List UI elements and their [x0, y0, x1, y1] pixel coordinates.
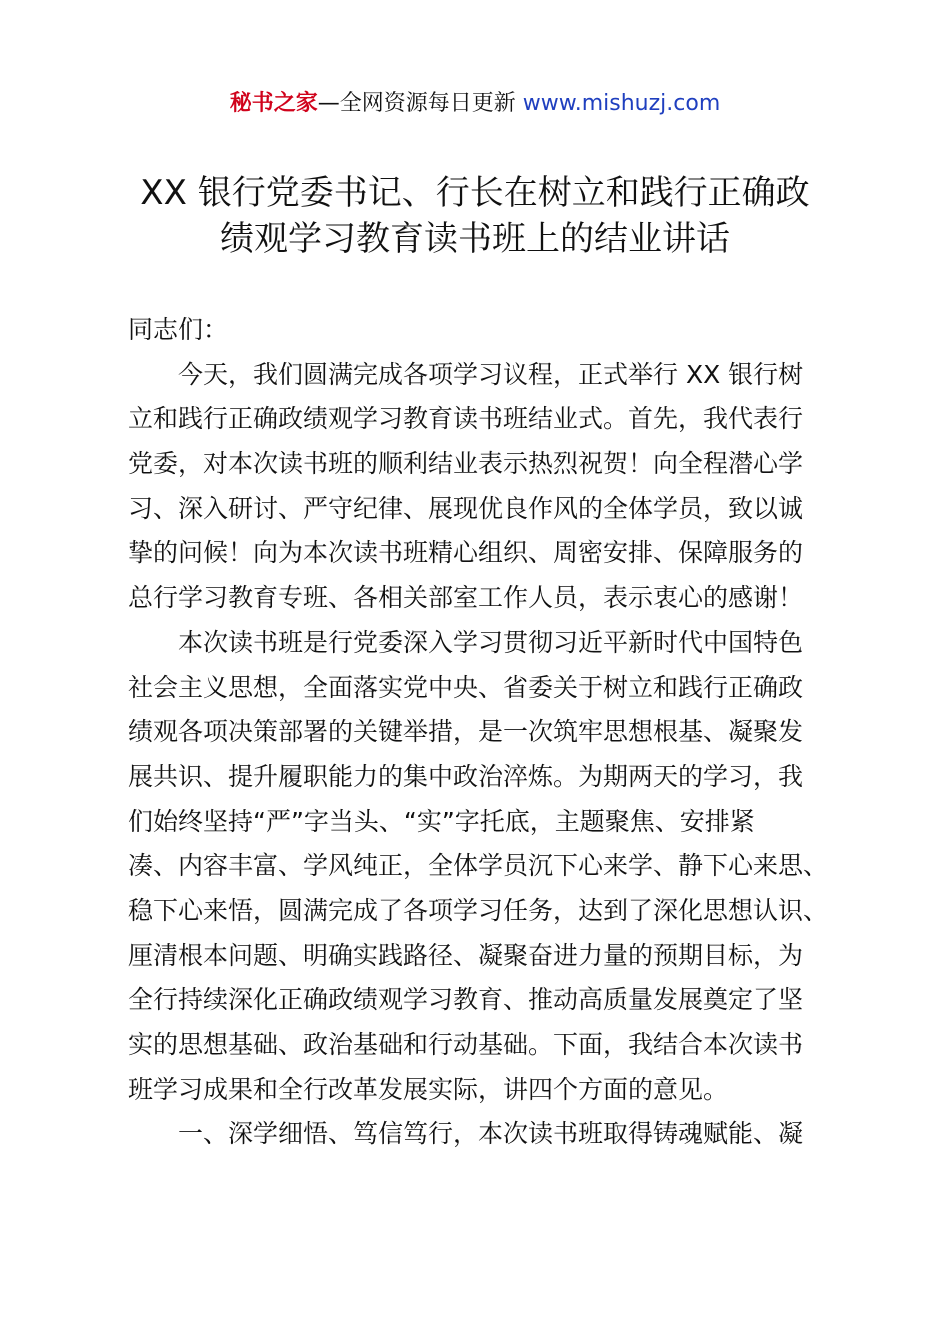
salutation: 同志们：	[128, 315, 229, 344]
paragraph-line: 今天，我们圆满完成各项学习议程，正式举行 XX 银行树	[178, 359, 804, 389]
paragraph-line: 展共识、提升履职能力的集中政治淬炼。为期两天的学习，我	[128, 761, 804, 791]
paragraph-line: 总行学习教育专班、各相关部室工作人员，表示衷心的感谢！	[128, 583, 804, 613]
section-heading-line: 一、深学细悟、笃信笃行，本次读书班取得铸魂赋能、凝	[178, 1119, 804, 1149]
document-title	[100, 170, 850, 262]
paragraph-line: 党委，对本次读书班的顺利结业表示热烈祝贺！向全程潜心学	[128, 449, 804, 479]
title-line: XX 银行党委书记、行长在树立和践行正确政	[140, 173, 810, 213]
site-header	[0, 88, 950, 120]
brand-name: 秘书之家	[229, 91, 318, 116]
paragraph-line: 实的思想基础、政治基础和行动基础。下面，我结合本次读书	[128, 1030, 804, 1059]
paragraph-line: 立和践行正确政绩观学习教育读书班结业式。首先，我代表行	[128, 404, 804, 434]
paragraph-line: 本次读书班是行党委深入学习贯彻习近平新时代中国特色	[178, 627, 804, 657]
paragraph-line: 社会主义思想，全面落实党中央、省委关于树立和践行正确政	[128, 672, 804, 702]
paragraph-line: 挚的问候！向为本次读书班精心组织、周密安排、保障服务的	[128, 538, 804, 568]
paragraph-line: 全行持续深化正确政绩观学习教育、推动高质量发展奠定了坚	[128, 985, 804, 1015]
paragraph-line: 绩观各项决策部署的关键举措，是一次筑牢思想根基、凝聚发	[128, 717, 804, 747]
paragraph-line: 班学习成果和全行改革发展实际，讲四个方面的意见。	[128, 1074, 729, 1104]
paragraph-line: 稳下心来悟，圆满完成了各项学习任务，达到了深化思想认识、	[128, 895, 829, 925]
paragraph-line: 凑、内容丰富、学风纯正，全体学员沉下心来学、静下心来思、	[128, 851, 829, 881]
site-url-link[interactable]: www.mishuzj.com	[522, 91, 721, 116]
paragraph-line: 们始终坚持“严”字当头、“实”字托底，主题聚焦、安排紧	[128, 806, 755, 836]
document-body	[128, 308, 838, 1157]
title-line: 绩观学习教育读书班上的结业讲话	[220, 219, 730, 259]
paragraph-line: 习、深入研讨、严守纪律、展现优良作风的全体学员，致以诚	[128, 493, 804, 523]
header-tagline: —全网资源每日更新	[317, 91, 523, 116]
paragraph-line: 厘清根本问题、明确实践路径、凝聚奋进力量的预期目标，为	[128, 940, 804, 970]
